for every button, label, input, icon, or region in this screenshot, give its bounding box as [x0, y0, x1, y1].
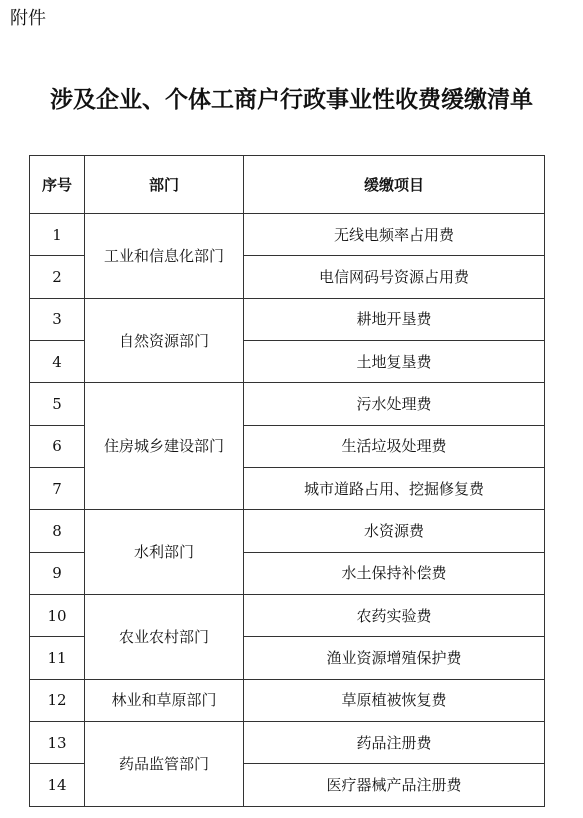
row-number: 7: [30, 468, 85, 510]
fee-item: 耕地开垦费: [244, 298, 545, 340]
table-row: [30, 298, 545, 340]
table-row: [30, 722, 545, 764]
table-row: [30, 679, 545, 721]
fee-item: 农药实验费: [244, 595, 545, 637]
row-number: 9: [30, 552, 85, 594]
fee-item: 生活垃圾处理费: [244, 425, 545, 467]
department-cell: 林业和草原部门: [85, 679, 244, 721]
table-row: [30, 595, 545, 637]
fee-item: 水资源费: [244, 510, 545, 552]
department-cell: 自然资源部门: [85, 298, 244, 383]
row-number: 4: [30, 341, 85, 383]
fee-item: 医疗器械产品注册费: [244, 764, 545, 806]
row-number: 3: [30, 298, 85, 340]
row-number: 5: [30, 383, 85, 425]
row-number: 6: [30, 425, 85, 467]
department-cell: 药品监管部门: [85, 722, 244, 807]
fee-item: 水土保持补偿费: [244, 552, 545, 594]
row-number: 13: [30, 722, 85, 764]
page-title: 涉及企业、个体工商户行政事业性收费缓缴清单: [50, 86, 533, 113]
fee-item: 城市道路占用、挖掘修复费: [244, 468, 545, 510]
header-index: 序号: [30, 156, 85, 214]
table-header: [30, 156, 545, 214]
fee-item: 土地复垦费: [244, 341, 545, 383]
table-row: [30, 510, 545, 552]
attachment-label: 附件: [10, 8, 46, 29]
header-row: [30, 156, 545, 214]
fee-item: 电信网码号资源占用费: [244, 256, 545, 298]
fee-item: 渔业资源增殖保护费: [244, 637, 545, 679]
header-department: 部门: [85, 156, 244, 214]
row-number: 14: [30, 764, 85, 806]
row-number: 8: [30, 510, 85, 552]
table-body: [30, 214, 545, 807]
department-cell: 水利部门: [85, 510, 244, 595]
row-number: 12: [30, 679, 85, 721]
department-cell: 工业和信息化部门: [85, 214, 244, 299]
fee-item: 草原植被恢复费: [244, 679, 545, 721]
department-cell: 农业农村部门: [85, 595, 244, 680]
department-cell: 住房城乡建设部门: [85, 383, 244, 510]
fee-item: 药品注册费: [244, 722, 545, 764]
table-row: [30, 214, 545, 256]
fee-item: 无线电频率占用费: [244, 214, 545, 256]
fee-deferral-table: [29, 155, 545, 807]
table-row: [30, 383, 545, 425]
row-number: 10: [30, 595, 85, 637]
row-number: 11: [30, 637, 85, 679]
fee-item: 污水处理费: [244, 383, 545, 425]
header-item: 缓缴项目: [244, 156, 545, 214]
row-number: 2: [30, 256, 85, 298]
row-number: 1: [30, 214, 85, 256]
